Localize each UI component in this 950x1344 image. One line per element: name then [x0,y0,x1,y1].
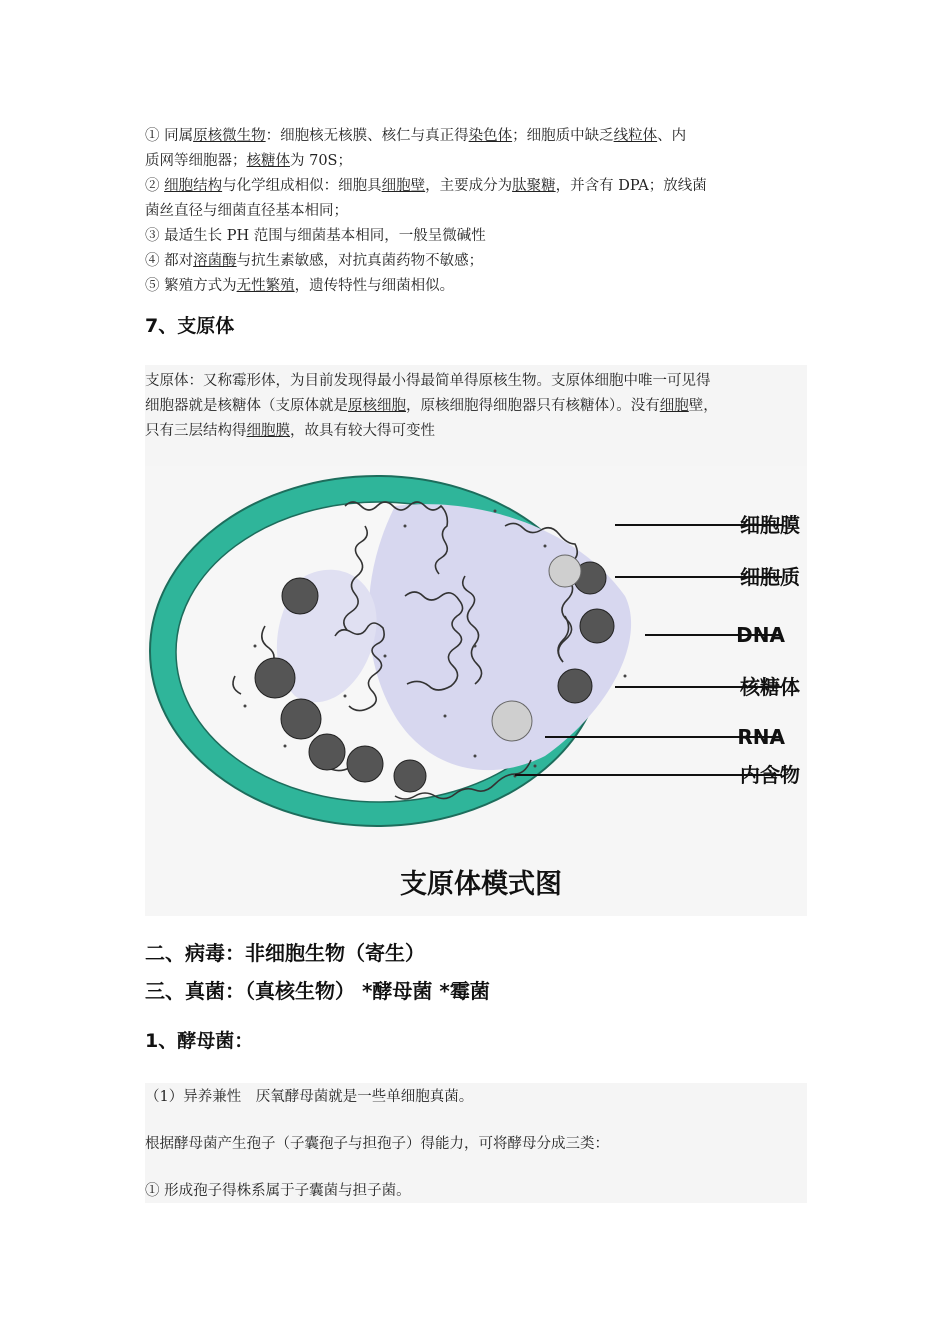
ribosome [309,734,345,770]
section1-line [145,249,807,274]
figure-caption: 支原体模式图 [400,869,562,900]
section1-line [145,149,807,174]
text-run: 、内 [657,128,687,144]
underlined-term: 无性繁殖 [236,278,295,294]
text-run: ，主要成分为 [425,178,513,194]
underlined-term: 线粒体 [613,128,658,144]
heading-fungi: 三、真菌：（真核生物） *酵母菌 *霉菌 [145,979,490,1003]
yeast-box [145,1083,807,1203]
heading-virus: 二、病毒：非细胞生物（寄生） [145,941,425,965]
ribosome [281,699,321,739]
yeast-line-2: 根据酵母菌产生孢子（子囊孢子与担孢子）得能力，可将酵母分成三类： [145,1136,609,1152]
text-run: ⑤ 繁殖方式为 [145,278,237,294]
underlined-term: 肽聚糖 [512,178,556,194]
heading-yeast: 1、酵母菌： [145,1030,254,1052]
inclusion-body [492,701,532,741]
mycoplasma-line [145,394,718,419]
text-run: ① 同属 [145,128,194,144]
text-run: ，原核细胞得细胞器只有核糖体）。没有 [406,398,660,414]
text-run: ：细胞核无核膜、核仁与真正得 [265,128,469,144]
ribosome [558,669,592,703]
intro-paragraph [145,124,807,299]
section1-line [145,174,807,199]
section1-line [145,224,807,249]
heading-mycoplasma: 7、支原体 [145,315,235,337]
section1-line [145,199,807,224]
text-run: 支原体：又称霉形体，为目前发现得最小得最简单得原核生物。支原体细胞中唯一可见得 [145,373,711,389]
underlined-term: 细胞 [659,398,689,414]
mycoplasma-box [145,365,807,466]
text-run: 细胞器就是核糖体（支原体就是 [145,398,348,414]
underlined-term: 细胞壁 [381,178,426,194]
label-dna: DNA [736,623,785,647]
yeast-line-1: （1）异养兼性 厌氧酵母菌就是一些单细胞真菌。 [145,1089,474,1105]
yeast-line-3: ① 形成孢子得株系属于子囊菌与担子菌。 [145,1183,411,1199]
text-run: ，并含有 DPA；放线菌 [555,178,707,194]
text-run: 质网等细胞器； [145,153,247,169]
underlined-term: 细胞结构 [164,178,223,194]
text-run: 菌丝直径与细菌直径基本相同； [145,203,348,219]
text-run: ，故具有较大得可变性 [290,423,435,439]
label-ribosome: 核糖体 [740,675,800,699]
mycoplasma-line [145,419,718,444]
ribosome [282,578,318,614]
ribosome [347,746,383,782]
text-run: ；细胞质中缺乏 [512,128,614,144]
text-run: ④ 都对 [145,253,194,269]
mycoplasma-diagram [145,466,807,916]
underlined-term: 染色体 [468,128,513,144]
section1-line [145,124,807,149]
underlined-term: 核糖体 [246,153,290,169]
text-run: 壁， [688,398,718,414]
underlined-term: 细胞膜 [246,423,290,439]
ribosome [255,658,295,698]
underlined-term: 原核细胞 [348,398,406,414]
underlined-term: 溶菌酶 [193,253,237,269]
ribosome [580,609,614,643]
mycoplasma-line [145,369,718,394]
text-run: ② [145,178,165,194]
text-run: 只有三层结构得 [145,423,247,439]
text-run: 与抗生素敏感，对抗真菌药物不敏感； [236,253,484,269]
text-run: ③ 最适生长 PH 范围与细菌基本相同，一般呈微碱性 [145,228,486,244]
text-run: ，遗传特性与细菌相似。 [294,278,455,294]
underlined-term: 原核微生物 [193,128,266,144]
label-membrane: 细胞膜 [740,513,800,537]
label-inclusion: 内含物 [740,763,800,787]
mycoplasma-paragraph [145,369,718,444]
text-run: 为 70S； [290,153,352,169]
section1-line [145,274,807,299]
label-rna: RNA [737,725,785,749]
text-run: 与化学组成相似：细胞具 [222,178,382,194]
ribosome [394,760,426,792]
inclusion-body [549,555,581,587]
label-cytoplasm: 细胞质 [740,565,800,589]
